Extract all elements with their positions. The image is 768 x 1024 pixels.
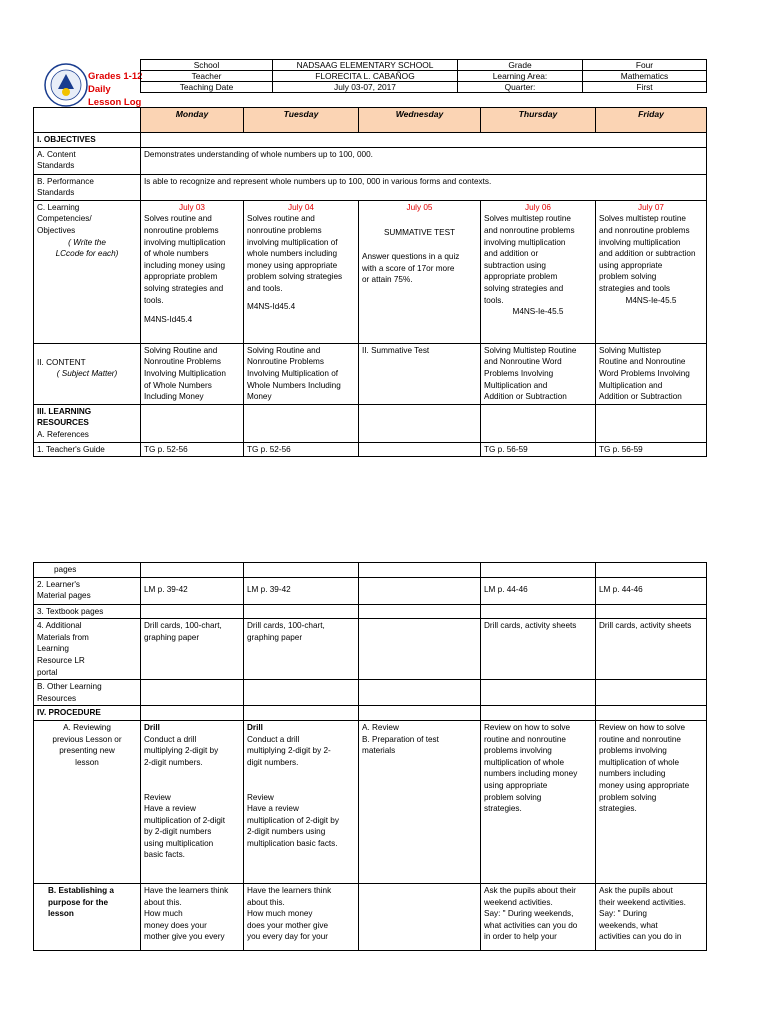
day-wednesday: Wednesday xyxy=(359,108,481,133)
competency-code: M4NS-Id45.4 xyxy=(144,315,193,325)
content-monday: Solving Routine and Nonroutine Problems Involving Multiplication of Whole Numbers Including Money xyxy=(141,343,244,404)
competency-date: July 06 xyxy=(525,202,551,212)
lesson-table-top xyxy=(33,107,707,457)
textbook-pages-label: 3. Textbook pages xyxy=(34,604,141,619)
daily-lesson-log-label: Daily Lesson Log xyxy=(88,84,142,108)
review-title: Drill xyxy=(144,722,160,732)
purpose-thursday: Ask the pupils about their weekend activities. Say: " During weekends, what activities can you do in order to help your xyxy=(481,883,596,950)
content-label: II. CONTENT xyxy=(37,357,86,367)
competency-code: M4NS-Id45.4 xyxy=(247,301,296,311)
quarter-value: First xyxy=(583,82,707,93)
review-text: Conduct a drill multiplying 2-digit by 2- digit numbers. Review Have a review multiplication of 2-digit by 2-digit numbers using multiplication basic facts. xyxy=(247,734,339,848)
additional-wednesday xyxy=(359,619,481,680)
day-tuesday: Tuesday xyxy=(244,108,359,133)
tg-wednesday xyxy=(359,442,481,457)
review-tuesday xyxy=(244,720,359,883)
day-thursday: Thursday xyxy=(481,108,596,133)
quarter-label: Quarter: xyxy=(458,82,583,93)
competency-date: July 04 xyxy=(288,202,314,212)
competency-thursday xyxy=(481,200,596,343)
teacher-label: Teacher xyxy=(141,71,273,82)
tg-friday: TG p. 56-59 xyxy=(596,442,707,457)
review-thursday xyxy=(481,720,596,883)
content-tuesday: Solving Routine and Nonroutine Problems Involving Multiplication of Whole Numbers Including Money xyxy=(244,343,359,404)
competency-date: July 03 xyxy=(179,202,205,212)
competency-text: Solves multistep routine and nonroutine problems involving multiplication and addition or subtraction using appropriate problem solving strategies and tools. xyxy=(484,214,575,305)
content-thursday: Solving Multistep Routine and Nonroutine Word Problems Involving Multiplication and Addition or Subtraction xyxy=(481,343,596,404)
additional-tuesday: Drill cards, 100-chart, graphing paper xyxy=(244,619,359,680)
school-value: NADSAAG ELEMENTARY SCHOOL xyxy=(273,60,458,71)
competency-code: M4NS-Ie-45.5 xyxy=(512,307,564,317)
procedure-heading: IV. PROCEDURE xyxy=(34,706,141,721)
review-monday xyxy=(141,720,244,883)
header-table xyxy=(140,59,707,93)
lm-friday: LM p. 44-46 xyxy=(596,577,707,604)
tg-tuesday: TG p. 52-56 xyxy=(244,442,359,457)
competency-code: Answer questions in a quiz with a score of 17or more or attain 75%. xyxy=(362,251,460,285)
resources-label: III. LEARNING RESOURCES xyxy=(37,406,92,428)
lm-thursday: LM p. 44-46 xyxy=(481,577,596,604)
review-text: Conduct a drill multiplying 2-digit by 2-digit numbers. Review Have a review multiplication of 2-digit by 2-digit numbers using multiplication basic facts. xyxy=(144,734,226,860)
day-friday: Friday xyxy=(596,108,707,133)
tg-thursday: TG p. 56-59 xyxy=(481,442,596,457)
lm-tuesday: LM p. 39-42 xyxy=(244,577,359,604)
learning-area-value: Mathematics xyxy=(583,71,707,82)
grades-label: Grades 1-12 xyxy=(88,71,143,82)
deped-seal-icon xyxy=(44,63,88,107)
day-monday: Monday xyxy=(141,108,244,133)
additional-monday: Drill cards, 100-chart, graphing paper xyxy=(141,619,244,680)
purpose-monday: Have the learners think about this. How much money does your mother give you every xyxy=(141,883,244,950)
additional-materials-label: 4. Additional Materials from Learning Resource LR portal xyxy=(34,619,141,680)
grade-label: Grade xyxy=(458,60,583,71)
competency-monday xyxy=(141,200,244,343)
review-wednesday xyxy=(359,720,481,883)
competencies-note: ( Write the LCcode for each) xyxy=(55,237,119,259)
competency-text: SUMMATIVE TEST xyxy=(383,228,456,238)
performance-standards-text: Is able to recognize and represent whole numbers up to 100, 000 in various forms and contexts. xyxy=(141,174,707,200)
teaching-date-value: July 03-07, 2017 xyxy=(273,82,458,93)
purpose-friday: Ask the pupils about their weekend activities. Say: " During weekends, what activities can you do in xyxy=(596,883,707,950)
content-standards-label: A. Content Standards xyxy=(34,147,141,174)
references-label: A. References xyxy=(37,429,89,439)
competency-text: Solves routine and nonroutine problems involving multiplication of whole numbers including money using appropriate problem solving strategies and tools. xyxy=(144,214,226,305)
additional-thursday: Drill cards, activity sheets xyxy=(481,619,596,680)
lm-wednesday xyxy=(359,577,481,604)
school-label: School xyxy=(141,60,273,71)
learning-area-label: Learning Area: xyxy=(458,71,583,82)
tg-monday: TG p. 52-56 xyxy=(141,442,244,457)
establishing-purpose-label: B. Establishing a purpose for the lesson xyxy=(34,883,141,950)
content-friday: Solving Multistep Routine and Nonroutine Word Problems Involving Multiplication and Addition or Subtraction xyxy=(596,343,707,404)
competency-wednesday xyxy=(359,200,481,343)
competency-text: Solves routine and nonroutine problems involving multiplication of whole numbers including money using appropriate problem solving strategies and tools. xyxy=(247,214,343,293)
reviewing-label: A. Reviewing previous Lesson or presenting new lesson xyxy=(34,720,141,883)
teacher-value: FLORECITA L. CABAÑOG xyxy=(273,71,458,82)
competency-date: July 05 xyxy=(406,202,433,212)
competencies-cell xyxy=(34,200,141,343)
additional-friday: Drill cards, activity sheets xyxy=(596,619,707,680)
teaching-date-label: Teaching Date xyxy=(141,82,273,93)
grade-value: Four xyxy=(583,60,707,71)
content-cell xyxy=(34,343,141,404)
competency-date: July 07 xyxy=(638,202,664,212)
pages-label: pages xyxy=(34,563,141,578)
lm-monday: LM p. 39-42 xyxy=(141,577,244,604)
review-text: A. Review B. Preparation of test materials xyxy=(362,722,439,756)
review-text: Review on how to solve routine and nonroutine problems involving multiplication of whole numbers including money using appropriate problem solving strategies. xyxy=(484,722,578,814)
competencies-label: C. Learning Competencies/ Objectives xyxy=(37,202,92,235)
lesson-table-bottom xyxy=(33,562,707,951)
competency-code: M4NS-Ie-45.5 xyxy=(625,295,677,305)
competency-text: Solves multistep routine and nonroutine problems involving multiplication and addition or subtraction using appropriate problem solving strategies and tools xyxy=(599,214,696,293)
other-resources-label: B. Other Learning Resources xyxy=(34,680,141,706)
content-wednesday: II. Summative Test xyxy=(359,343,481,404)
purpose-tuesday: Have the learners think about this. How much money does your mother give you every day for your xyxy=(244,883,359,950)
objectives-heading: I. OBJECTIVES xyxy=(34,133,141,148)
purpose-wednesday xyxy=(359,883,481,950)
content-note: ( Subject Matter) xyxy=(56,369,118,379)
competency-friday xyxy=(596,200,707,343)
review-friday xyxy=(596,720,707,883)
review-text: Review on how to solve routine and nonroutine problems involving multiplication of whole numbers including money using appropriate problem solving strategies. xyxy=(599,722,690,814)
content-standards-text: Demonstrates understanding of whole numbers up to 100, 000. xyxy=(141,147,707,174)
teachers-guide-label: 1. Teacher's Guide xyxy=(34,442,141,457)
performance-standards-label: B. Performance Standards xyxy=(34,174,141,200)
learners-material-label: 2. Learner's Material pages xyxy=(34,577,141,604)
review-title: Drill xyxy=(247,722,263,732)
resources-cell xyxy=(34,404,141,442)
competency-tuesday xyxy=(244,200,359,343)
